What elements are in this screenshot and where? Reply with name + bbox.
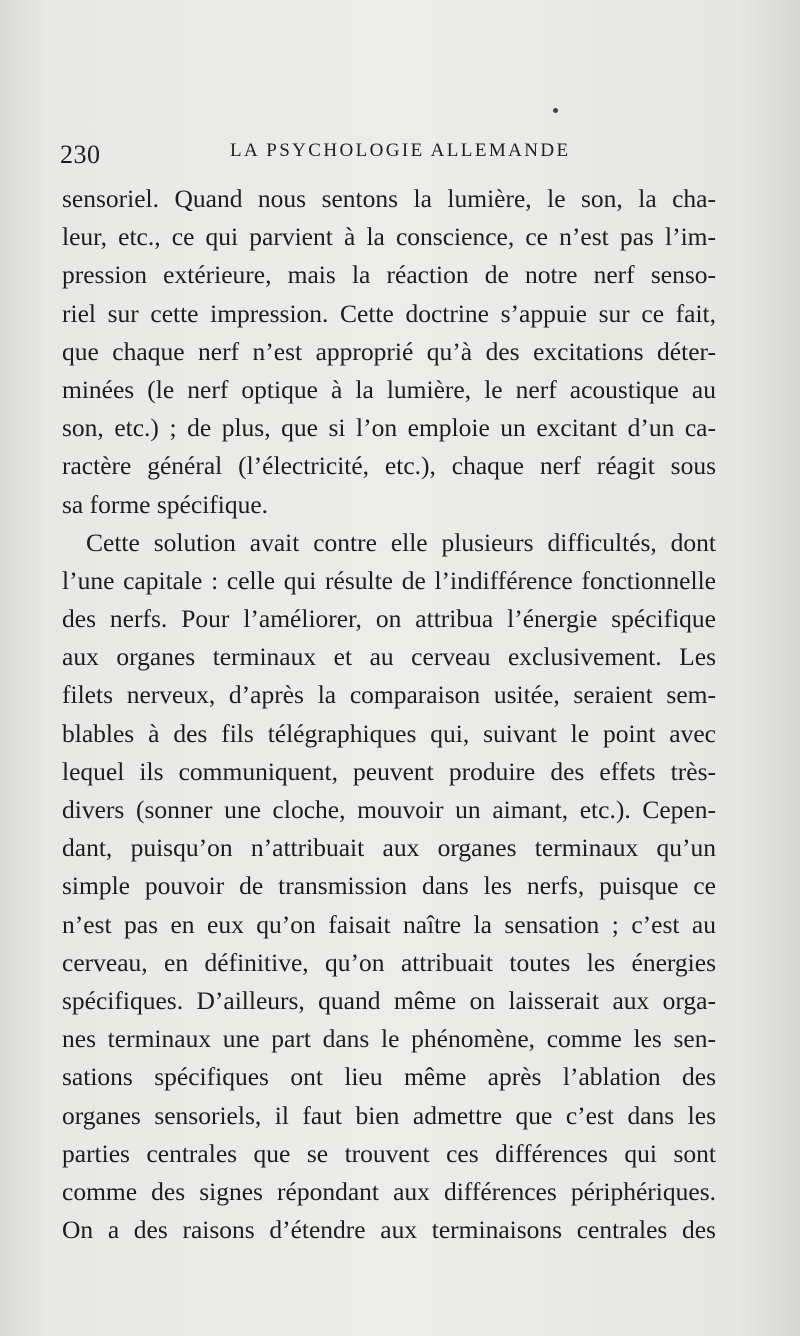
running-title: LA PSYCHOLOGIE ALLEMANDE xyxy=(230,140,571,161)
text-line: riel sur cette impression. Cette doctrine s’appuie sur ce fait, xyxy=(62,298,716,328)
page-number: 230 xyxy=(60,140,101,169)
text-line: lequel ils communiquent, peuvent produire des effets très- xyxy=(62,756,716,786)
text-line: son, etc.) ; de plus, que si l’on emploie un excitant d’un ca- xyxy=(62,413,716,443)
text-line: parties centrales que se trouvent ces différences qui sont xyxy=(62,1138,716,1168)
text-line: sensoriel. Quand nous sentons la lumière, le son, la cha- xyxy=(62,184,716,213)
text-line: comme des signes répondant aux différences périphériques. xyxy=(62,1176,716,1206)
text-line: cerveau, en définitive, qu’on attribuait toutes les énergies xyxy=(62,947,716,977)
text-line: n’est pas en eux qu’on faisait naître la sensation ; c’est au xyxy=(62,909,716,939)
text-line: pression extérieure, mais la réaction de notre nerf senso- xyxy=(62,260,716,290)
text-line: leur, etc., ce qui parvient à la conscience, ce n’est pas l’im- xyxy=(62,222,716,252)
text-line: filets nerveux, d’après la comparaison usitée, seraient sem- xyxy=(62,680,716,710)
text-line: simple pouvoir de transmission dans les nerfs, puisque ce xyxy=(62,871,716,901)
text-line: Cette solution avait contre elle plusieurs difficultés, dont xyxy=(86,527,716,557)
ink-speck xyxy=(553,108,558,113)
text-line: l’une capitale : celle qui résulte de l’indifférence fonctionnelle xyxy=(62,565,716,595)
text-line: organes sensoriels, il faut bien admettre que c’est dans les xyxy=(62,1100,716,1130)
text-line: blables à des fils télégraphiques qui, suivant le point avec xyxy=(62,718,716,748)
paragraph-1 xyxy=(62,180,716,524)
page-header xyxy=(60,136,720,172)
text-line: aux organes terminaux et au cerveau exclusivement. Les xyxy=(62,642,716,672)
body-text xyxy=(62,180,716,1249)
text-line: sa forme spécifique. xyxy=(62,489,269,519)
text-line: dant, puisqu’on n’attribuait aux organes terminaux qu’un xyxy=(62,833,716,863)
text-line: divers (sonner une cloche, mouvoir un aimant, etc.). Cepen- xyxy=(62,795,716,824)
text-line: nes terminaux une part dans le phénomène, comme les sen- xyxy=(62,1024,716,1054)
text-line: sations spécifiques ont lieu même après l’ablation des xyxy=(62,1062,716,1092)
text-line: des nerfs. Pour l’améliorer, on attribua l’énergie spécifique xyxy=(62,604,716,634)
text-line: spécifiques. D’ailleurs, quand même on laisserait aux orga- xyxy=(62,985,716,1015)
text-line: ractère général (l’électricité, etc.), chaque nerf réagit sous xyxy=(62,451,716,481)
text-line: minées (le nerf optique à la lumière, le nerf acoustique au xyxy=(62,374,716,404)
text-line: On a des raisons d’étendre aux terminaisons centrales des xyxy=(62,1215,716,1245)
paragraph-2 xyxy=(62,524,716,1250)
text-line: que chaque nerf n’est approprié qu’à des excitations déter- xyxy=(62,336,716,366)
